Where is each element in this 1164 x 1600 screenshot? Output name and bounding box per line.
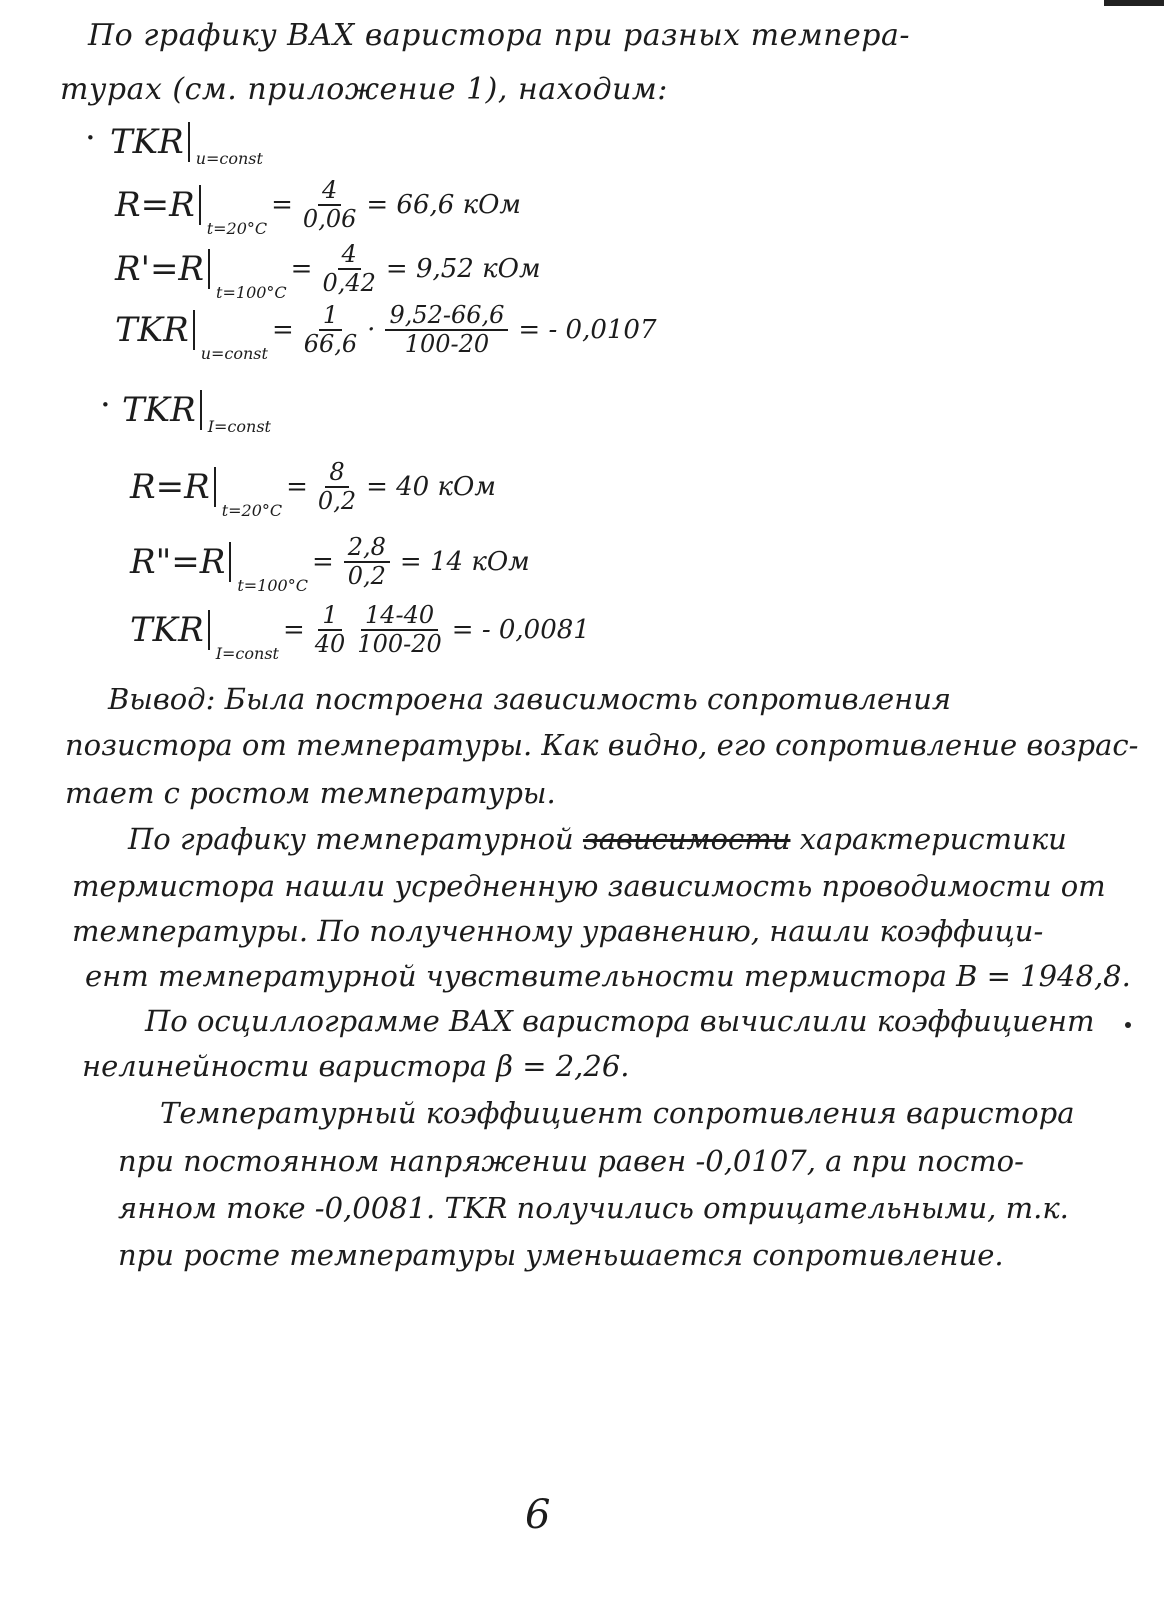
eq-tkr-u: TKR u=const = $\frac{1}{66,6}$ · $\frac{9,52-66,6}{100-20}$ = - 0,0107 [115,301,657,364]
eval-bar [208,610,210,650]
fraction-denominator: 0,42 [322,269,376,298]
eval-bar [199,185,201,225]
conclusion-line-11: при постоянном напряжении равен -0,0107, а при посто- [118,1144,1024,1178]
eval-bar [208,249,210,289]
eq-lhs: TKR [115,310,189,351]
conclusion-line-3: тает с ростом температуры. [65,776,556,810]
fraction-numerator: 8 [325,460,348,488]
eq-sub: t=20°C [221,501,283,521]
bullet-u: · [85,118,96,158]
scan-edge-mark [1104,0,1164,6]
fraction [357,603,441,657]
fraction-denominator: 66,6 [303,330,358,359]
conclusion-line-13: при росте температуры уменьшается сопротивление. [118,1238,1004,1272]
fraction-numerator: 4 [338,242,361,270]
fraction [344,535,390,589]
fraction-numerator: 2,8 [344,535,390,563]
conclusion-line-12: янном токе -0,0081. TKR получились отрицательными, т.к. [118,1191,1069,1225]
eq-result: = 9,52 кОм [385,254,541,285]
fraction-numerator: 9,52-66,6 [385,303,508,331]
eq-sub: t=100°C [237,576,308,596]
eq-r-20-i: R=R t=20°C = $\frac{8}{0,2}$ = 40 кОм [130,458,496,521]
fraction-denominator: 40 [314,630,346,659]
eq-sub: t=100°C [216,283,287,303]
eq-sub: u=const [200,344,268,364]
eq-result: = - 0,0081 [451,615,590,646]
fraction [322,242,375,296]
heading-tkr-i [122,390,271,436]
conclusion-line-2: позистора от температуры. Как видно, его сопротивление возрас- [65,728,1139,762]
fraction-denominator: 0,06 [302,205,357,234]
stray-ink-dot [1125,1022,1131,1028]
conclusion-line-7: ент температурной чувствительности термистора В = 1948,8. [85,959,1131,993]
intro-line-2: турах (см. приложение 1), находим: [60,72,668,107]
eq-sub: I=const [215,644,279,664]
conclusion-line-10: Температурный коэффициент сопротивления варистора [160,1096,1075,1130]
eq-r-100-u: R'=R t=100°C = $\frac{4}{0,42}$ = 9,52 кОм [115,240,541,303]
conclusion-line-1: Вывод: Была построена зависимость сопротивления [108,682,952,716]
conclusion-line-5: термистора нашли усредненную зависимость проводимости от [72,869,1106,903]
conclusion-line-4 [128,818,1128,860]
eval-bar [214,467,216,507]
eq-sub: t=20°C [206,219,268,239]
eq-result: = 14 кОм [399,547,530,578]
fraction-denominator: 100-20 [404,330,490,359]
fraction [304,303,357,357]
fraction [318,460,356,514]
eval-bar [229,542,231,582]
eq-r-100-i: R"=R t=100°C = $\frac{2,8}{0,2}$ = 14 кОм [130,533,530,596]
conclusion-line-9: нелинейности варистора β = 2,26. [82,1049,630,1083]
eq-result: = 40 кОм [366,472,496,503]
eval-bar [193,310,195,350]
eq-lhs: R'=R [115,249,205,290]
intro-line-1: По графику ВАХ варистора при разных темпера- [88,18,910,53]
eq-lhs: TKR [130,610,204,651]
eq-tkr-i: TKR I=const = $\frac{1}{40}$ $\frac{14-40}{100-20}$ = - 0,0081 [130,601,590,664]
eq-result: = - 0,0107 [518,315,657,346]
heading-tkr-i-label: TKR [122,390,196,430]
eq-lhs: R=R [130,467,210,508]
heading-tkr-u-sub: u=const [195,149,263,168]
heading-tkr-u-label: TKR [110,122,184,162]
fraction-numerator: 1 [318,603,341,631]
conclusion-line-8: По осциллограмме ВАХ варистора вычислили коэффициент [145,1004,1095,1038]
fraction [315,603,346,657]
conclusion-line-4-end: характеристики [799,822,1067,856]
eq-lhs: R=R [115,185,195,226]
eval-bar [188,122,190,162]
fraction-denominator: 0,2 [347,562,386,591]
fraction [303,178,356,232]
fraction-numerator: 4 [318,178,341,206]
fraction-denominator: 0,2 [317,487,357,516]
eq-result: = 66,6 кОм [366,190,521,221]
eq-lhs: R"=R [130,542,226,583]
heading-tkr-u [110,122,263,168]
conclusion-line-6: температуры. По полученному уравнению, нашли коэффици- [72,914,1044,948]
eq-r-20-u: R=R t=20°C = $\frac{4}{0,06}$ = 66,6 кОм [115,176,521,239]
fraction-denominator: 100-20 [357,630,442,659]
eval-bar [200,390,202,430]
page-number: 6 [525,1492,551,1538]
fraction [385,303,508,357]
conclusion-line-4-start: По графику температурной [128,822,574,856]
bullet-i: · [100,385,111,425]
fraction-numerator: 1 [319,303,342,331]
fraction-numerator: 14-40 [361,603,438,631]
heading-tkr-i-sub: I=const [207,417,271,436]
crossed-out-word: зависимости [582,822,791,856]
